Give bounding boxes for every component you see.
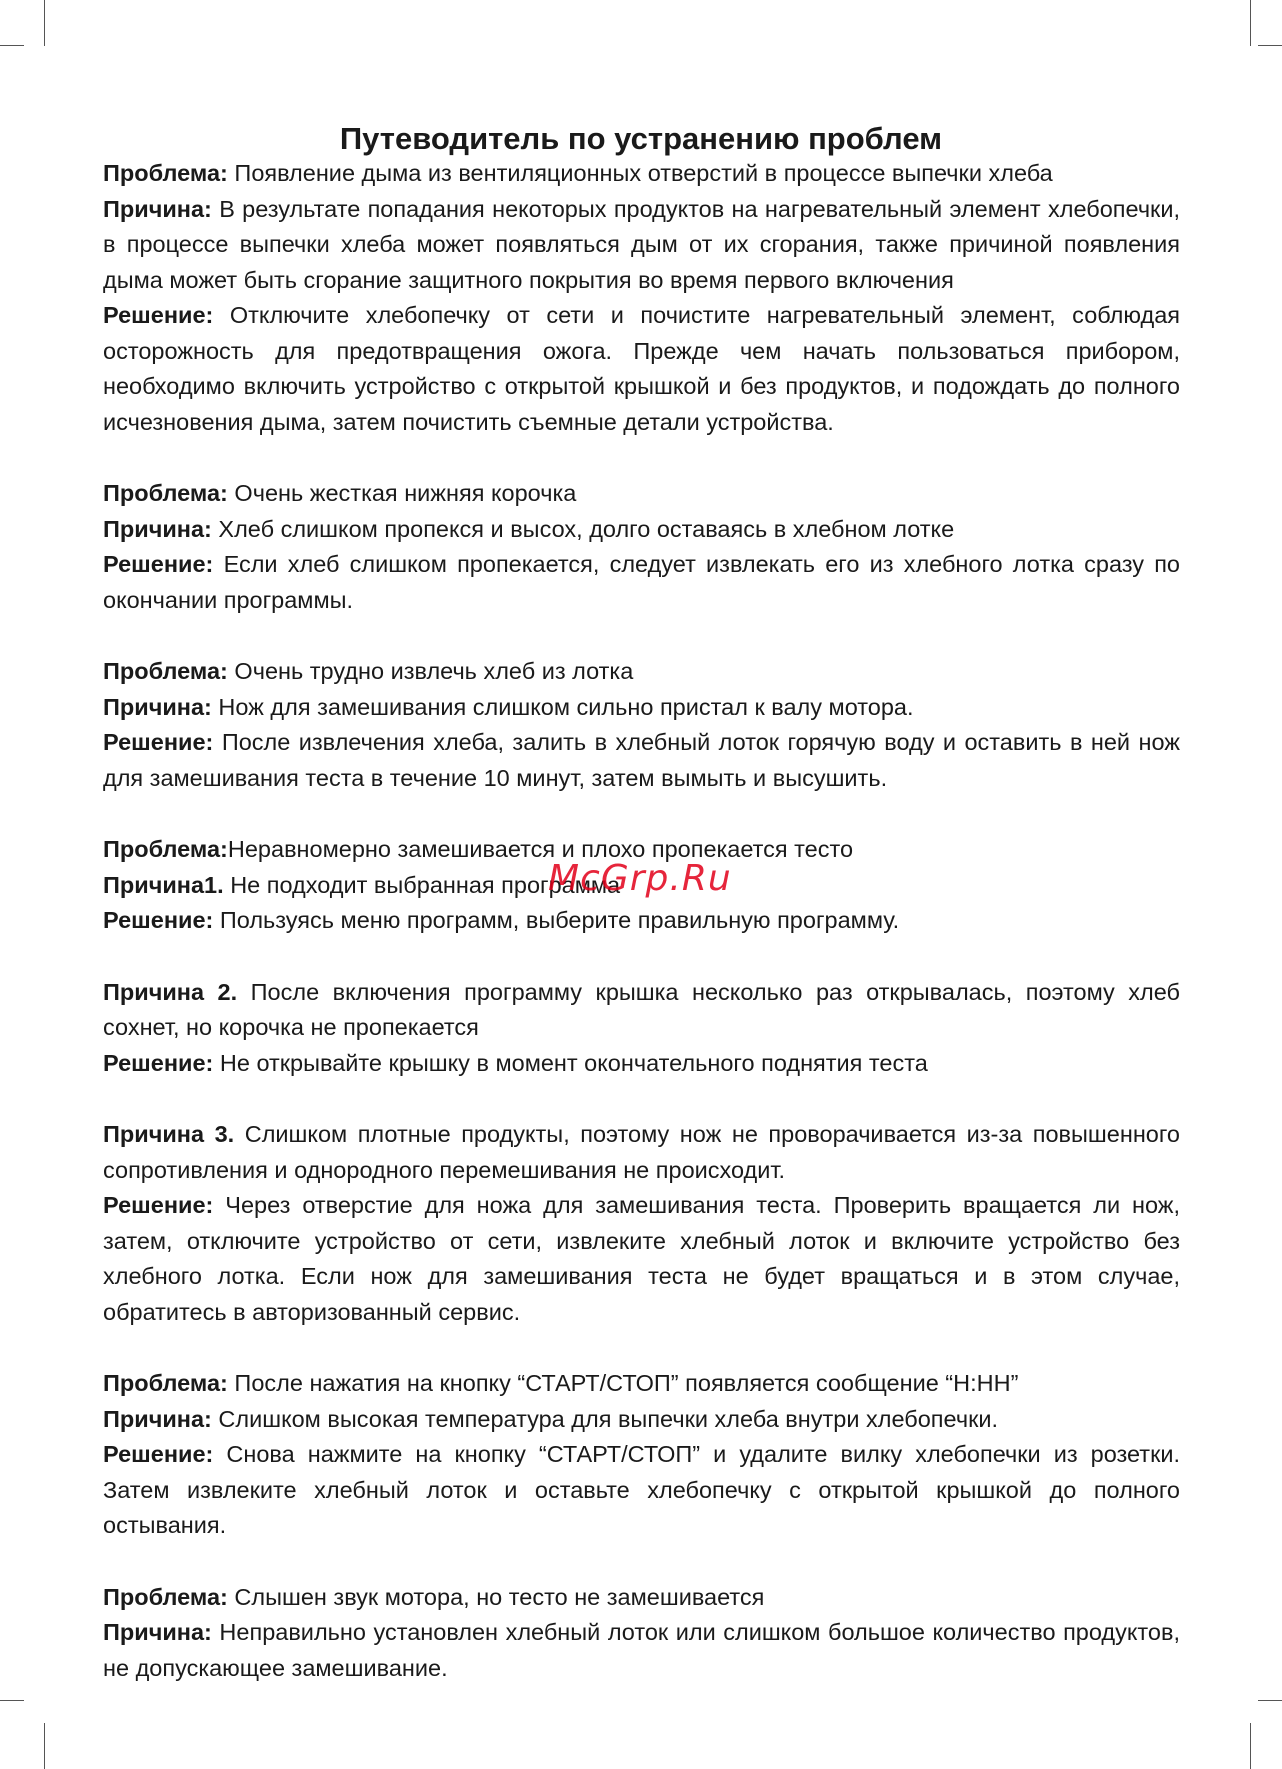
solution-line [103,298,1180,440]
cause-text: Нож для замешивания слишком сильно пристал к валу мотора. [218,693,914,720]
cause-line [103,690,1180,726]
troubleshooting-guide [103,156,1180,1686]
problem-line [103,1580,1180,1616]
problem-label: Проблема: [103,836,228,862]
watermark: McGrp.Ru [548,858,732,899]
problem-text: Слышен звук мотора, но тесто не замешивается [234,1583,765,1610]
solution-label: Решение: [103,551,214,577]
solution-text: Снова нажмите на кнопку “СТАРТ/СТОП” и удалите вилку хлебопечки из розетки. Затем извлеките хлебный лоток и оставьте хлебопечку с открытой крышкой до полного остывания. [103,1441,1181,1538]
solution-text: Не открывайте крышку в момент окончательного поднятия теста [219,1049,928,1076]
page-title: Путеводитель по устранению проблем [339,120,943,156]
cause-text: Неправильно установлен хлебный лоток или слишком большое количество продуктов, не допускающее замешивание. [103,1619,1181,1681]
cause-text: Не подходит выбранная программа [230,871,621,898]
cause-label: Причина: [103,693,212,720]
cause-label: Причина1. [103,871,224,898]
problem-text: Очень жесткая нижняя корочка [234,480,577,506]
solution-text: Если хлеб слишком пропекается, следует извлекать его из хлебного лотка сразу по окончании программы. [103,551,1181,613]
problem-label: Проблема: [103,160,228,186]
problem-label: Проблема: [103,1583,228,1610]
crop-mark [1250,0,1251,46]
solution-text: Пользуясь меню программ, выберите правильную программу. [219,907,900,933]
problem-line [103,156,1180,192]
problem-text: После нажатия на кнопку “СТАРТ/СТОП” появляется сообщение “Н:НН” [234,1370,1019,1396]
cause-label: Причина 3. [103,1121,235,1147]
solution-label: Решение: [103,729,214,755]
solution-line [103,903,1180,939]
problem-label: Проблема: [103,480,228,506]
problem-text: Очень трудно извлечь хлеб из лотка [234,658,634,684]
solution-text: Отключите хлебопечку от сети и почистите нагревательный элемент, соблюдая осторожность для предотвращения ожога. Прежде чем начать пользоваться прибором, необходимо включить устройство с открытой крышкой и без продуктов, и подождать до полного исчезновения дыма, затем почистить съемные детали устройства. [103,302,1180,435]
solution-text: После извлечения хлеба, залить в хлебный лоток горячую воду и оставить в ней нож для замешивания теста в течение 10 минут, затем вымыть и высушить. [103,729,1180,791]
cause-line [103,1402,1180,1438]
problem-text: Появление дыма из вентиляционных отверстий в процессе выпечки хлеба [234,160,1053,186]
solution-line [103,1188,1180,1330]
solution-label: Решение: [103,1049,214,1076]
solution-line [103,547,1180,618]
crop-mark [0,45,24,46]
cause-label: Причина 2. [103,978,238,1005]
solution-text: Через отверстие для ножа для замешивания теста. Проверить вращается ли нож, затем, отключите устройство от сети, извлеките хлебный лоток и включите устройство без хлебного лотка. Если нож для замешивания теста не будет вращаться и в этом случае, обратитесь в авторизованный сервис. [103,1192,1181,1325]
solution-label: Решение: [103,302,214,328]
cause-line [103,192,1180,299]
problem-text: Неравномерно замешивается и плохо пропекается тесто [227,836,854,862]
solution-label: Решение: [103,1192,214,1218]
cause-text: Хлеб слишком пропекся и высох, долго оставаясь в хлебном лотке [218,515,955,542]
problem-label: Проблема: [103,1370,228,1396]
solution-label: Решение: [103,1441,214,1467]
cause-text: После включения программу крышка несколько раз открывалась, поэтому хлеб сохнет, но корочка не пропекается [103,978,1180,1040]
cause-label: Причина: [103,1405,212,1432]
crop-mark [1250,1723,1251,1769]
cause-label: Причина: [103,515,212,542]
cause-text: В результате попадания некоторых продуктов на нагревательный элемент хлебопечки, в процессе выпечки хлеба может появляться дым от их сгорания, также причиной появления дыма может быть сгорание защитного покрытия во время первого включения [103,195,1180,293]
cause-line [103,512,1180,548]
problem-line [103,654,1180,690]
problem-line [103,1366,1180,1402]
solution-line [103,1437,1180,1544]
crop-mark [0,1700,24,1701]
solution-line [103,725,1180,796]
problem-line [103,476,1180,512]
crop-mark [44,0,45,46]
crop-mark [1258,45,1282,46]
cause-line [103,1117,1180,1188]
cause-text: Слишком плотные продукты, поэтому нож не проворачивается из-за повышенного сопротивления и однородного перемешивания не происходит. [103,1121,1180,1183]
solution-label: Решение: [103,907,214,933]
solution-line [103,1046,1180,1082]
cause-line [103,1615,1180,1686]
problem-label: Проблема: [103,658,228,684]
cause-line [103,975,1180,1046]
crop-mark [44,1723,45,1769]
cause-label: Причина: [103,1619,212,1645]
crop-mark [1258,1700,1282,1701]
cause-label: Причина: [103,195,212,222]
cause-text: Слишком высокая температура для выпечки хлеба внутри хлебопечки. [218,1405,999,1432]
